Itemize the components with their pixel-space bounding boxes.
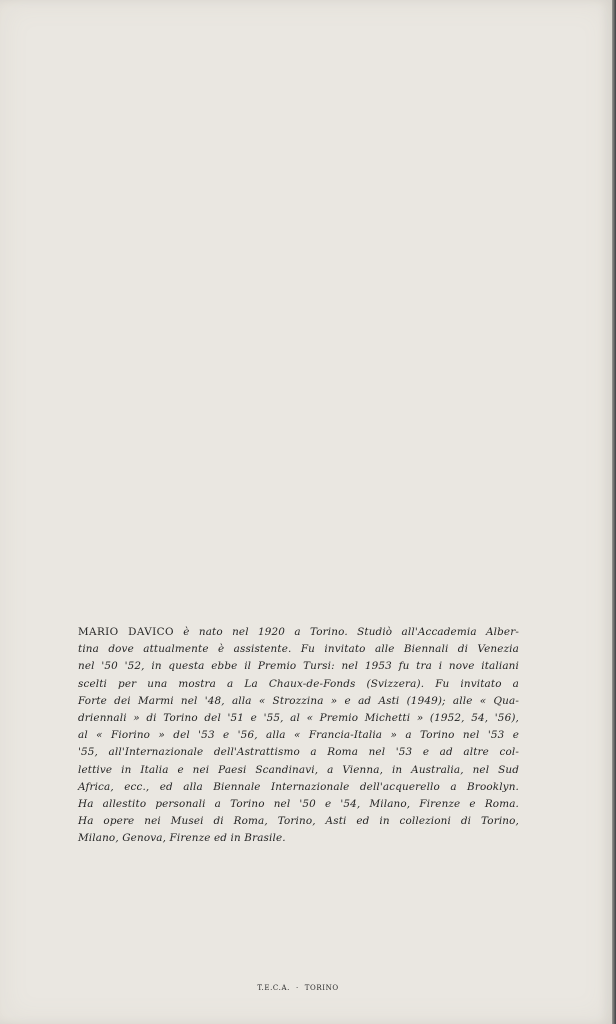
- bio-line-4: scelti per una mostra a La Chaux-de-Fonds (Svizzera). Fu invitato a: [78, 677, 519, 690]
- imprint-separator: ·: [295, 984, 299, 992]
- printer-imprint: [0, 984, 596, 992]
- page-edge-shadow: [612, 0, 616, 1024]
- bio-line-8: '55, all'Internazionale dell'Astrattismo a Roma nel '53 e ad altre col-: [78, 746, 519, 759]
- printer-city: TORINO: [304, 984, 339, 992]
- bio-line-6: driennali » di Torino del '51 e '55, al « Premio Michetti » (1952, 54, '56),: [78, 712, 519, 725]
- bio-line-1-text: è nato nel 1920 a Torino. Studiò all'Accademia Alber-: [173, 626, 519, 638]
- bio-line-1: [78, 624, 519, 641]
- bio-line-9: lettive in Italia e nei Paesi Scandinavi, a Vienna, in Australia, nel Sud: [78, 763, 519, 776]
- bio-line-2: tina dove attualmente è assistente. Fu invitato alle Biennali di Venezia: [78, 643, 519, 656]
- bio-line-10: Africa, ecc., ed alla Biennale Internazionale dell'acquerello a Brooklyn.: [78, 780, 519, 793]
- bio-line-13: Milano, Genova, Firenze ed in Brasile.: [78, 832, 286, 845]
- bio-line-11: Ha allestito personali a Torino nel '50 e '54, Milano, Firenze e Roma.: [78, 798, 519, 811]
- bio-line-5: Forte dei Marmi nel '48, alla « Strozzina » e ad Asti (1949); alle « Qua-: [78, 694, 519, 707]
- artist-name: MARIO DAVICO: [78, 626, 174, 638]
- printer-name: T.E.C.A.: [257, 984, 290, 992]
- bio-line-3: nel '50 '52, in questa ebbe il Premio Tursi: nel 1953 fu tra i nove italiani: [78, 660, 519, 673]
- bio-line-7: al « Fiorino » del '53 e '56, alla « Francia-Italia » a Torino nel '53 e: [78, 729, 519, 742]
- bio-line-12: Ha opere nei Musei di Roma, Torino, Asti ed in collezioni di Torino,: [78, 815, 519, 828]
- biography-paragraph: [78, 624, 519, 848]
